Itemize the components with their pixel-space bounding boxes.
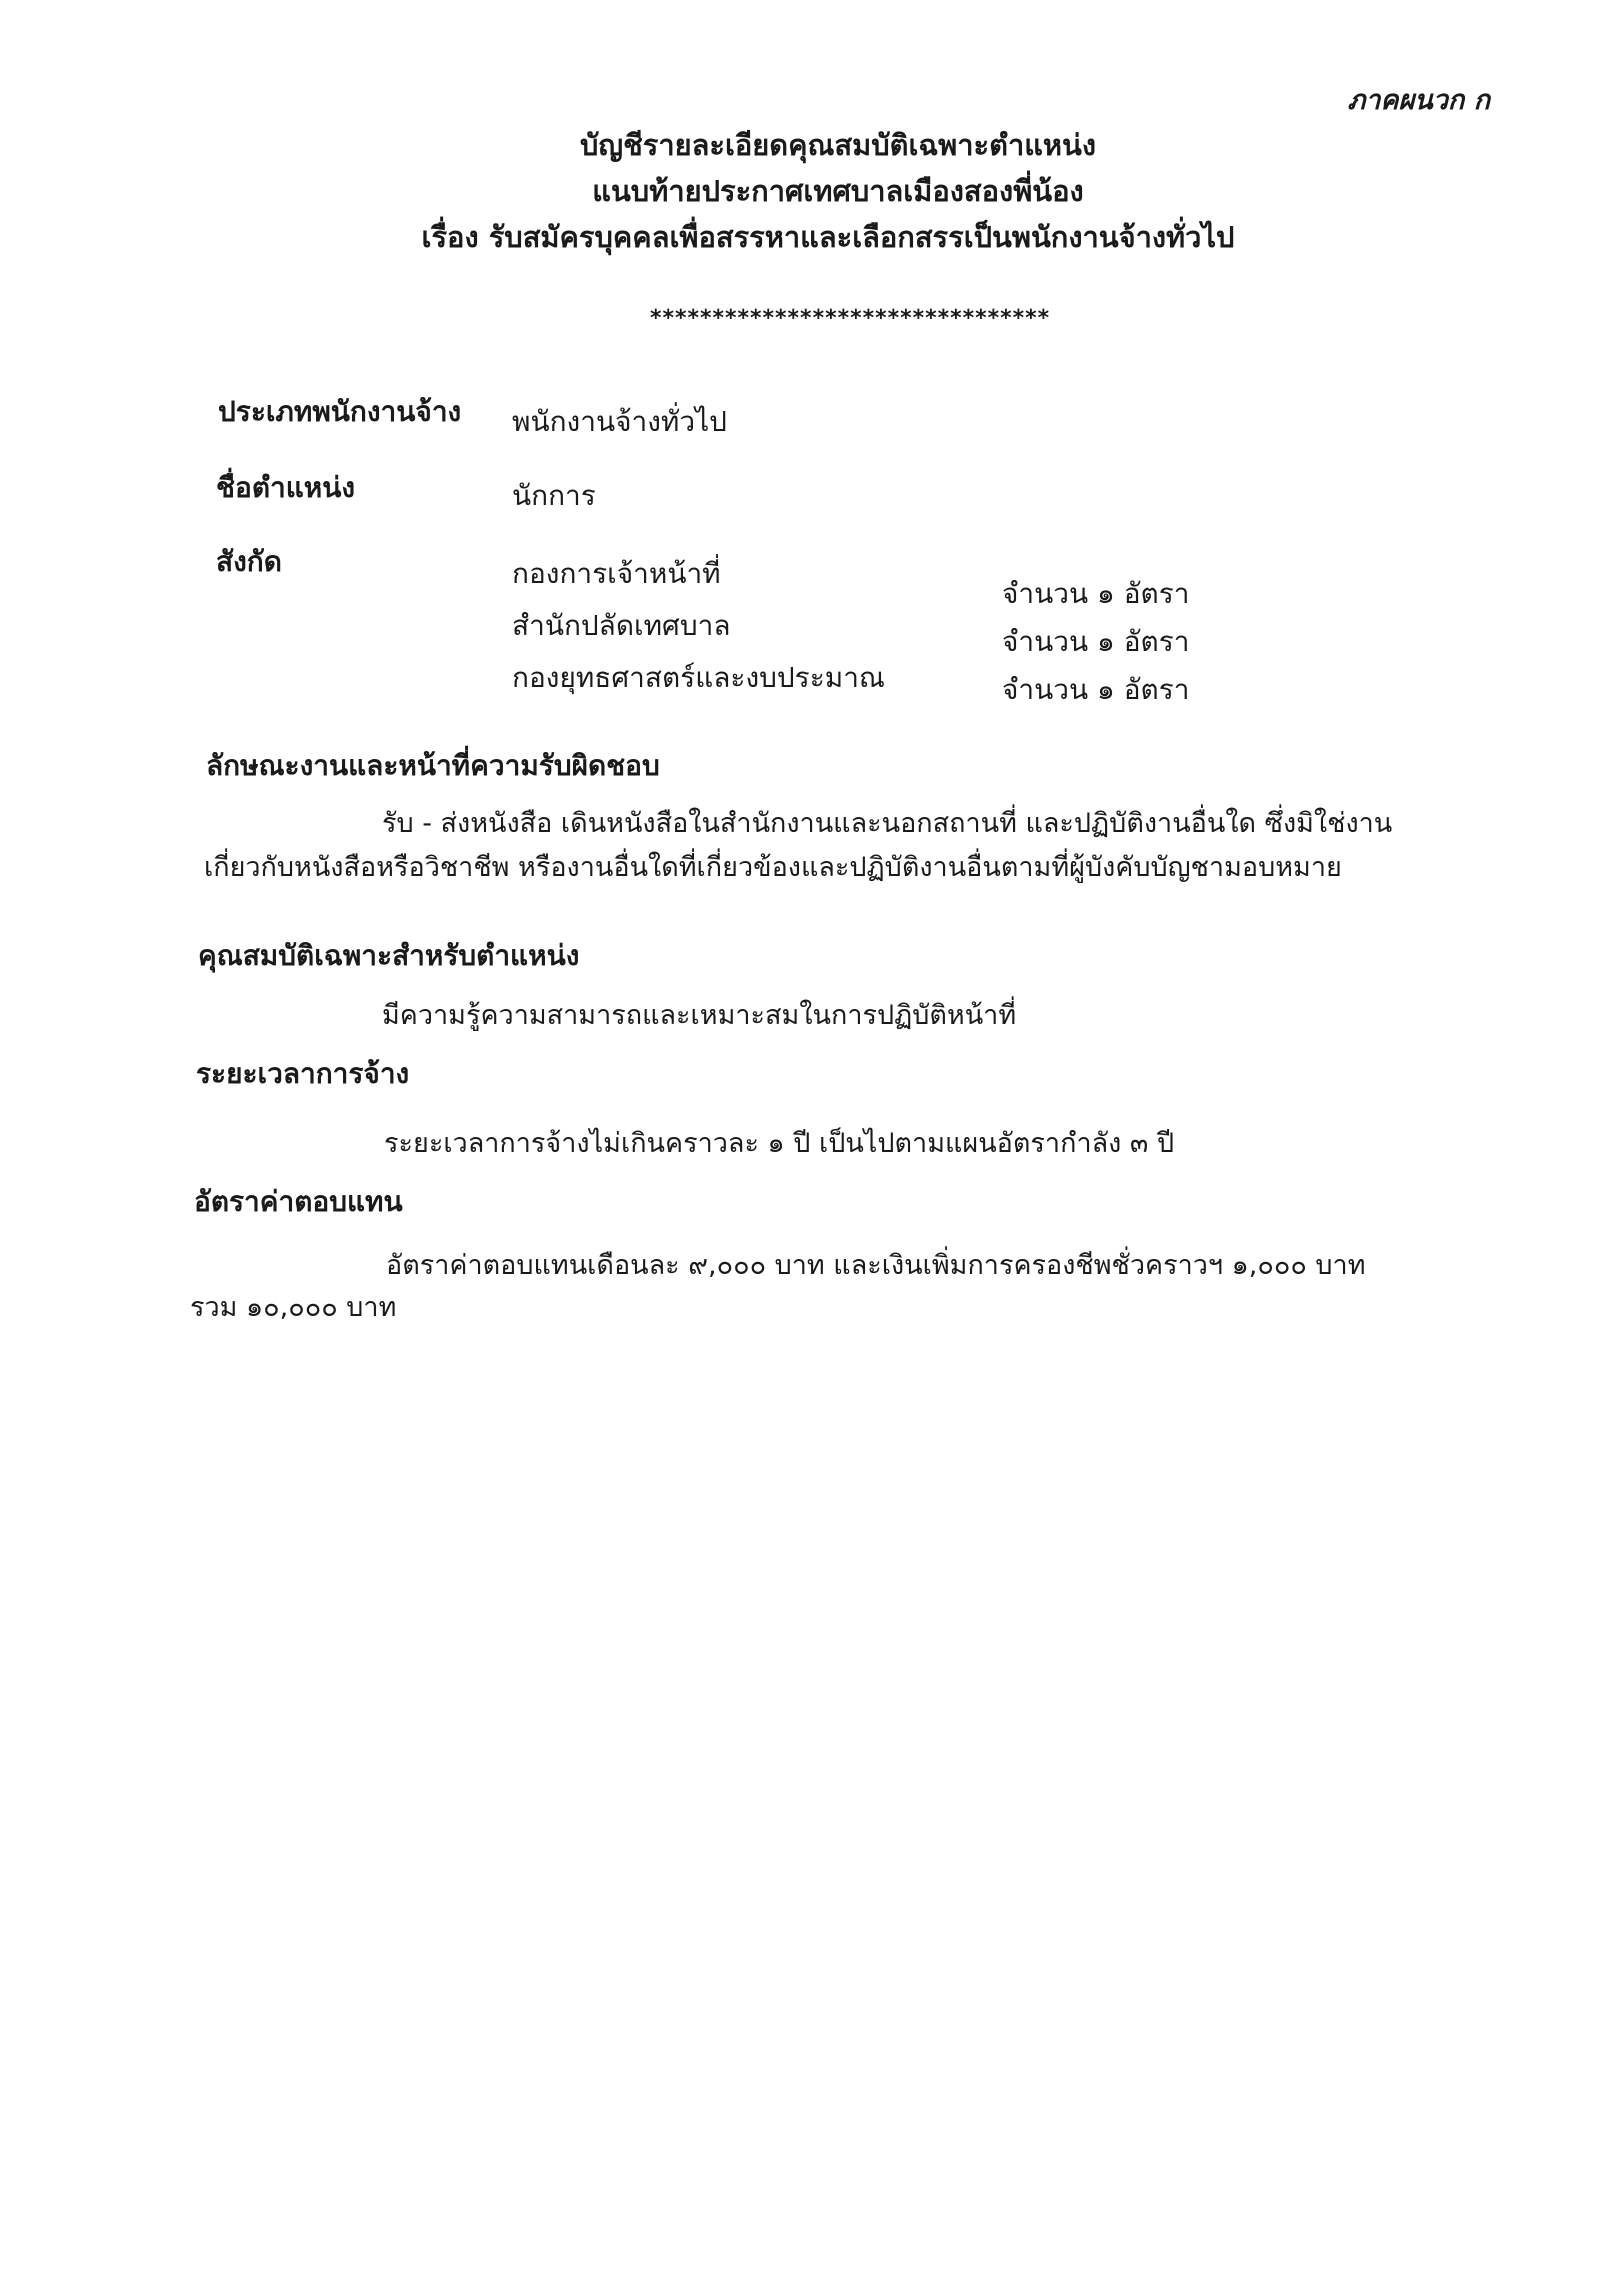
header-separator: ******************************** [650,306,1051,331]
affiliation-label: สังกัด [216,545,282,578]
compensation-text-line-2: รวม ๑๐,๐๐๐ บาท [190,1292,397,1323]
period-heading: ระยะเวลาการจ้าง [196,1057,410,1090]
affiliation-unit: กองยุทธศาสตร์และงบประมาณ [512,661,885,694]
header-title-line-2: แนบท้ายประกาศเทศบาลเมืองสองพี่น้อง [592,174,1084,208]
compensation-heading: อัตราค่าตอบแทน [194,1185,403,1218]
affiliation-unit: สำนักปลัดเทศบาล [512,609,731,642]
employee-type-label: ประเภทพนักงานจ้าง [218,395,462,428]
qualifications-heading: คุณสมบัติเฉพาะสำหรับตำแหน่ง [198,939,580,972]
affiliation-unit: กองการเจ้าหน้าที่ [512,557,721,590]
duties-text-line-1: รับ - ส่งหนังสือ เดินหนังสือในสำนักงานและนอกสถานที่ และปฏิบัติงานอื่นใด ซึ่งมิใช่งาน [382,808,1393,839]
employee-type-value: พนักงานจ้างทั่วไป [512,405,727,438]
affiliation-count: จำนวน ๑ อัตรา [1002,577,1190,610]
affiliation-count: จำนวน ๑ อัตรา [1002,673,1190,706]
duties-text-line-2: เกี่ยวกับหนังสือหรือวิชาชีพ หรืองานอื่นใดที่เกี่ยวข้องและปฏิบัติงานอื่นตามที่ผู้บังคับบัญชามอบหมาย [204,852,1342,883]
appendix-label: ภาคผนวก ก [1347,85,1490,116]
qualifications-text: มีความรู้ความสามารถและเหมาะสมในการปฏิบัติหน้าที่ [382,1000,1017,1031]
affiliation-count: จำนวน ๑ อัตรา [1002,625,1190,658]
compensation-text-line-1: อัตราค่าตอบแทนเดือนละ ๙,๐๐๐ บาท และเงินเพิ่มการครองชีพชั่วคราวฯ ๑,๐๐๐ บาท [386,1250,1366,1281]
duties-heading: ลักษณะงานและหน้าที่ความรับผิดชอบ [206,749,660,782]
header-title-line-1: บัญชีรายละเอียดคุณสมบัติเฉพาะตำแหน่ง [579,128,1097,162]
position-label: ชื่อตำแหน่ง [216,471,356,504]
position-value: นักการ [512,479,596,512]
period-text: ระยะเวลาการจ้างไม่เกินคราวละ ๑ ปี เป็นไปตามแผนอัตรากำลัง ๓ ปี [384,1128,1175,1159]
document-header [0,122,1606,260]
header-title-line-3: เรื่อง รับสมัครบุคคลเพื่อสรรหาและเลือกสรรเป็นพนักงานจ้างทั่วไป [421,220,1235,254]
